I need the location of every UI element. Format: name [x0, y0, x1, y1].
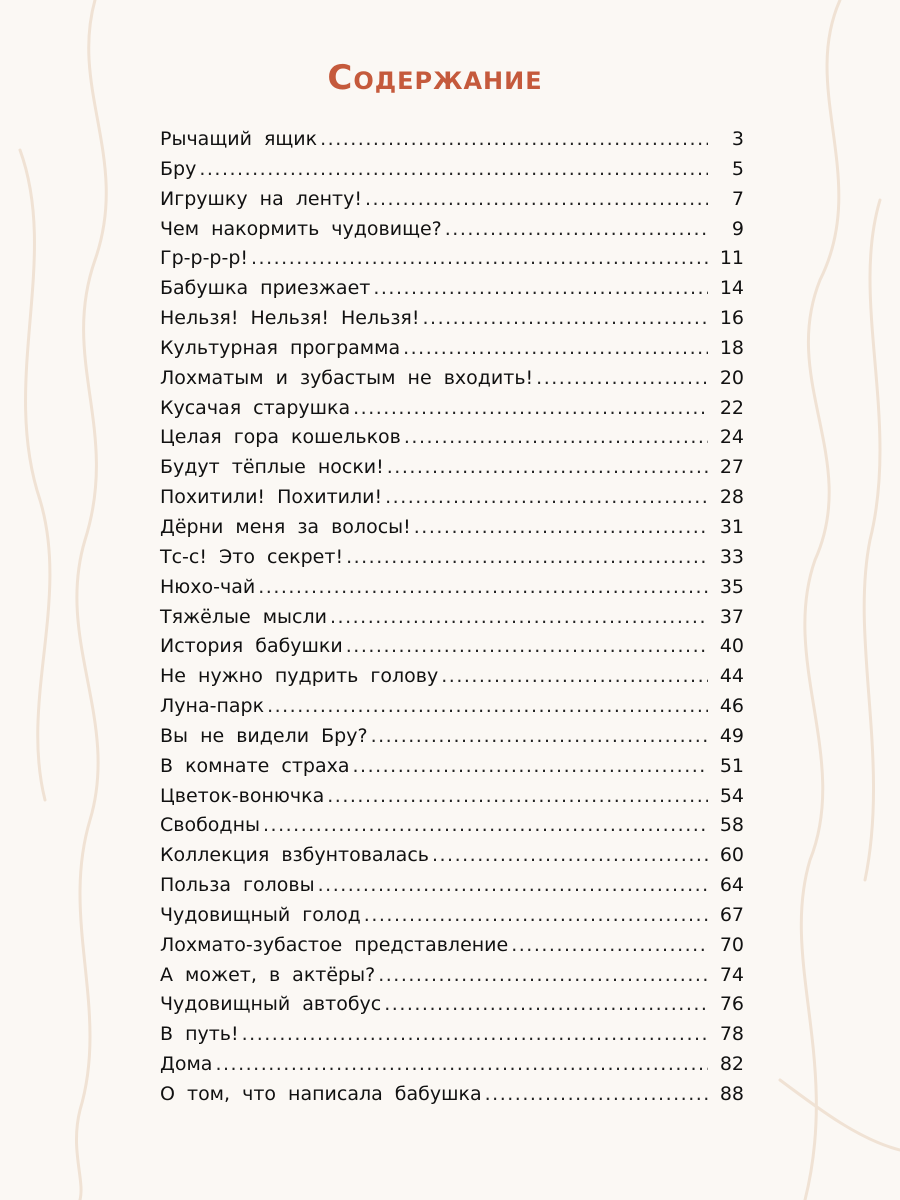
- toc-dot-leader: [199, 158, 708, 180]
- toc-entry: [160, 426, 744, 456]
- toc-entry-title: О том, что написала бабушка: [160, 1083, 482, 1105]
- toc-entry: [160, 606, 744, 636]
- toc-dot-leader: [346, 546, 708, 568]
- toc-entry-page: 88: [719, 1083, 744, 1105]
- toc-entry-title: Нельзя! Нельзя! Нельзя!: [160, 307, 420, 330]
- toc-dot-leader: [365, 188, 708, 210]
- toc-entry-title: Гр-р-р-р!: [160, 247, 249, 270]
- toc-dot-leader: [485, 1083, 708, 1105]
- toc-entry-title: Лохмато-зубастое представление: [160, 933, 509, 956]
- toc-entry: [160, 337, 744, 367]
- toc-entry-page: 37: [719, 605, 744, 628]
- toc-dot-leader: [373, 277, 708, 299]
- toc-dot-leader: [320, 128, 708, 150]
- toc-entry: [160, 904, 744, 934]
- toc-dot-leader: [242, 1023, 708, 1045]
- toc-dot-leader: [387, 456, 708, 478]
- toc-entry-title: Бабушка приезжает: [160, 277, 371, 300]
- toc-entry: [160, 456, 744, 486]
- toc-entry-page: 60: [719, 844, 744, 867]
- toc-entry-title: Рычащий ящик: [160, 128, 318, 150]
- toc-entry-page: 35: [719, 575, 744, 598]
- toc-entry-title: Лохматым и зубастым не входить!: [160, 366, 534, 389]
- toc-entry-page: 3: [731, 128, 744, 150]
- background-line: [780, 1080, 900, 1150]
- toc-dot-leader: [404, 426, 708, 448]
- toc-entry-title: История бабушки: [160, 635, 343, 658]
- toc-dot-leader: [353, 397, 708, 419]
- toc-entry-title: А может, в актёры?: [160, 963, 376, 986]
- toc-dot-leader: [403, 337, 708, 359]
- toc-entry: [160, 307, 744, 337]
- toc-entry-page: 14: [719, 277, 744, 300]
- toc-entry: [160, 725, 744, 755]
- toc-entry-title: Луна-парк: [160, 695, 265, 718]
- toc-entry-page: 5: [731, 157, 744, 180]
- background-line: [801, 0, 840, 1200]
- toc-entry: [160, 486, 744, 516]
- background-line: [76, 0, 106, 1200]
- toc-dot-leader: [536, 367, 708, 389]
- toc-entry: [160, 665, 744, 695]
- toc-entry: [160, 367, 744, 397]
- toc-entry-title: Тс-с! Это секрет!: [160, 545, 344, 568]
- toc-entry: [160, 247, 744, 277]
- toc-entry: [160, 158, 744, 188]
- toc-entry-title: Свободны: [160, 814, 260, 837]
- toc-dot-leader: [267, 695, 708, 717]
- toc-entry-page: 74: [719, 963, 744, 986]
- toc-dot-leader: [422, 307, 708, 329]
- toc-entry-title: Похитили! Похитили!: [160, 486, 383, 509]
- toc-entry-page: 64: [719, 874, 744, 897]
- table-of-contents: [160, 128, 744, 1113]
- toc-entry: [160, 576, 744, 606]
- toc-entry-page: 31: [719, 515, 744, 538]
- toc-entry-title: В путь!: [160, 1023, 239, 1046]
- toc-entry: [160, 964, 744, 994]
- toc-dot-leader: [385, 486, 708, 508]
- toc-dot-leader: [263, 814, 708, 836]
- toc-dot-leader: [432, 844, 708, 866]
- toc-entry-page: 51: [719, 754, 744, 777]
- toc-entry: [160, 993, 744, 1023]
- toc-dot-leader: [441, 665, 708, 687]
- toc-entry: [160, 188, 744, 218]
- toc-dot-leader: [327, 785, 708, 807]
- toc-entry-page: 40: [719, 635, 744, 658]
- toc-entry: [160, 755, 744, 785]
- background-line: [20, 150, 50, 800]
- toc-entry-page: 58: [719, 814, 744, 837]
- toc-dot-leader: [352, 755, 708, 777]
- toc-entry: [160, 277, 744, 307]
- toc-entry: [160, 128, 744, 158]
- toc-entry-title: Дома: [160, 1053, 213, 1076]
- toc-dot-leader: [346, 635, 708, 657]
- toc-entry: [160, 814, 744, 844]
- toc-entry-title: Культурная программа: [160, 336, 401, 359]
- toc-entry: [160, 934, 744, 964]
- toc-entry-title: Тяжёлые мысли: [160, 605, 327, 628]
- toc-entry: [160, 695, 744, 725]
- toc-entry-page: 20: [719, 366, 744, 389]
- toc-entry-page: 7: [731, 187, 744, 210]
- toc-dot-leader: [378, 964, 708, 986]
- toc-entry-page: 22: [719, 396, 744, 419]
- background-line: [864, 200, 880, 880]
- toc-dot-leader: [371, 725, 708, 747]
- toc-entry: [160, 397, 744, 427]
- toc-entry-title: Дёрни меня за волосы!: [160, 515, 411, 538]
- toc-entry-title: Польза головы: [160, 874, 315, 897]
- toc-entry-title: Бру: [160, 157, 197, 180]
- toc-entry-page: 27: [719, 456, 744, 479]
- toc-entry: [160, 635, 744, 665]
- toc-dot-leader: [414, 516, 708, 538]
- toc-entry-title: Чудовищный автобус: [160, 993, 382, 1016]
- toc-dot-leader: [511, 934, 708, 956]
- toc-entry-page: 49: [719, 724, 744, 747]
- toc-entry-title: Чудовищный голод: [160, 903, 361, 926]
- toc-entry-title: Не нужно пудрить голову: [160, 665, 439, 688]
- toc-entry-title: Цветок-вонючка: [160, 784, 325, 807]
- toc-entry: [160, 1083, 744, 1113]
- toc-entry-page: 33: [719, 545, 744, 568]
- toc-dot-leader: [251, 247, 708, 269]
- toc-entry-page: 9: [731, 217, 744, 240]
- toc-dot-leader: [445, 218, 708, 240]
- toc-entry-page: 44: [719, 665, 744, 688]
- toc-dot-leader: [384, 993, 708, 1015]
- toc-entry-title: Чем накормить чудовище?: [160, 217, 442, 240]
- toc-entry: [160, 844, 744, 874]
- toc-entry: [160, 1053, 744, 1083]
- toc-entry-title: Вы не видели Бру?: [160, 724, 368, 747]
- toc-entry-title: Игрушку на ленту!: [160, 187, 362, 210]
- toc-entry-page: 76: [719, 993, 744, 1016]
- toc-entry-title: В комнате страха: [160, 754, 350, 777]
- toc-dot-leader: [215, 1053, 708, 1075]
- toc-entry-page: 16: [719, 307, 744, 330]
- toc-entry: [160, 546, 744, 576]
- toc-entry: [160, 874, 744, 904]
- toc-entry-page: 46: [719, 695, 744, 718]
- toc-entry-page: 67: [719, 903, 744, 926]
- toc-entry-title: Коллекция взбунтовалась: [160, 844, 429, 867]
- toc-dot-leader: [330, 606, 708, 628]
- toc-entry-page: 78: [719, 1023, 744, 1046]
- toc-entry: [160, 516, 744, 546]
- toc-entry-page: 82: [719, 1053, 744, 1076]
- toc-entry-page: 18: [719, 336, 744, 359]
- toc-entry-title: Нюхо-чай: [160, 575, 256, 598]
- page-title: Содержание: [327, 58, 543, 98]
- toc-entry-title: Целая гора кошельков: [160, 426, 401, 449]
- toc-entry-title: Кусачая старушка: [160, 396, 351, 419]
- toc-dot-leader: [364, 904, 708, 926]
- toc-entry-page: 24: [719, 426, 744, 449]
- toc-entry: [160, 785, 744, 815]
- toc-entry-page: 11: [719, 247, 744, 270]
- toc-dot-leader: [258, 576, 708, 598]
- toc-entry: [160, 1023, 744, 1053]
- toc-entry-page: 28: [719, 486, 744, 509]
- toc-entry-page: 70: [719, 933, 744, 956]
- toc-entry-title: Будут тёплые носки!: [160, 456, 384, 479]
- toc-entry-page: 54: [719, 784, 744, 807]
- toc-entry: [160, 218, 744, 248]
- toc-dot-leader: [318, 874, 708, 896]
